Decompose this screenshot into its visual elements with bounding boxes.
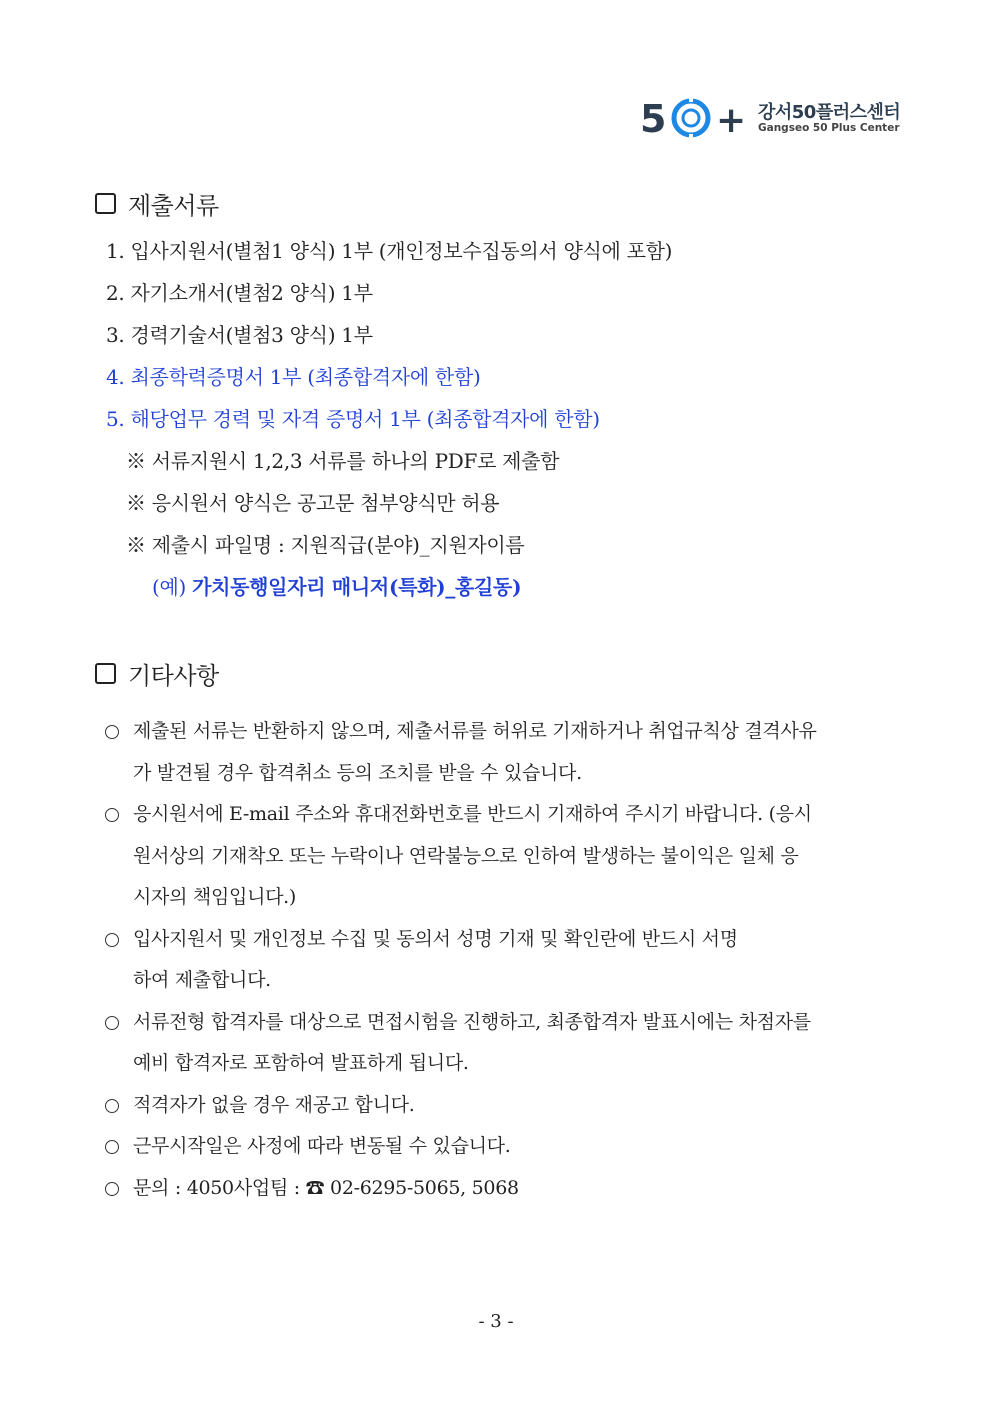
circle-bullet-icon xyxy=(105,808,119,822)
circle-bullet-icon xyxy=(105,1099,119,1113)
example-prefix: (예) xyxy=(152,575,193,599)
list-item: 입사지원서 및 개인정보 수집 및 동의서 성명 기재 및 확인란에 반드시 서명 하여 제출합니다. xyxy=(105,919,900,1002)
section-title: 기타사항 xyxy=(128,661,219,690)
filename-example xyxy=(152,573,521,601)
list-item: 근무시작일은 사정에 따라 변동될 수 있습니다. xyxy=(105,1126,900,1168)
doc-item-3: 3. 경력기술서(별첨3 양식) 1부 xyxy=(106,323,373,347)
section-title: 제출서류 xyxy=(128,191,219,220)
checkbox-icon xyxy=(95,663,116,684)
example-text: 가치동행일자리 매니저(특화)_홍길동) xyxy=(192,575,522,599)
list-item: 제출된 서류는 반환하지 않으며, 제출서류를 허위로 기재하거나 취업규칙상 결격사유 가 발견될 경우 합격취소 등의 조치를 받을 수 있습니다. xyxy=(105,711,900,794)
center-logo xyxy=(640,94,910,140)
doc-item-5: 5. 해당업무 경력 및 자격 증명서 1부 (최종합격자에 한함) xyxy=(106,407,600,431)
section-submission-docs xyxy=(95,185,219,221)
circle-bullet-icon xyxy=(105,1140,119,1154)
svg-text:+: + xyxy=(716,100,747,140)
doc-item-2: 2. 자기소개서(별첨2 양식) 1부 xyxy=(106,281,373,305)
doc-item-1: 1. 입사지원서(별첨1 양식) 1부 (개인정보수집동의서 양식에 포함) xyxy=(106,239,673,263)
note-2: ※ 응시원서 양식은 공고문 첨부양식만 허용 xyxy=(126,491,500,515)
list-item: 응시원서에 E-mail 주소와 휴대전화번호를 반드시 기재하여 주시기 바랍니다. (응시 원서상의 기재착오 또는 누락이나 연락불능으로 인하여 발생하는 불이익은 일체 응 시자의 책임입니다.) xyxy=(105,794,900,919)
notes-list xyxy=(105,711,900,1209)
logo-name-korean: 강서50플러스센터 xyxy=(758,102,901,123)
logo-mark-icon xyxy=(640,94,752,140)
list-item: 문의 : 4050사업팀 : ☎ 02-6295-5065, 5068 xyxy=(105,1168,900,1210)
page-number: - 3 - xyxy=(478,1311,514,1332)
svg-text:5: 5 xyxy=(640,97,667,140)
checkbox-icon xyxy=(95,193,116,214)
circle-bullet-icon xyxy=(105,1182,119,1196)
circle-bullet-icon xyxy=(105,933,119,947)
list-item: 적격자가 없을 경우 재공고 합니다. xyxy=(105,1085,900,1127)
list-item: 서류전형 합격자를 대상으로 면접시험을 진행하고, 최종합격자 발표시에는 차점자를 예비 합격자로 포함하여 발표하게 됩니다. xyxy=(105,1002,900,1085)
section-other-notes xyxy=(95,655,219,691)
note-1: ※ 서류지원시 1,2,3 서류를 하나의 PDF로 제출함 xyxy=(126,449,560,473)
circle-bullet-icon xyxy=(105,1016,119,1030)
note-3: ※ 제출시 파일명 : 지원직급(분야)_지원자이름 xyxy=(126,533,525,557)
circle-bullet-icon xyxy=(105,725,119,739)
doc-item-4: 4. 최종학력증명서 1부 (최종합격자에 한함) xyxy=(106,365,481,389)
logo-name-english: Gangseo 50 Plus Center xyxy=(758,122,900,134)
